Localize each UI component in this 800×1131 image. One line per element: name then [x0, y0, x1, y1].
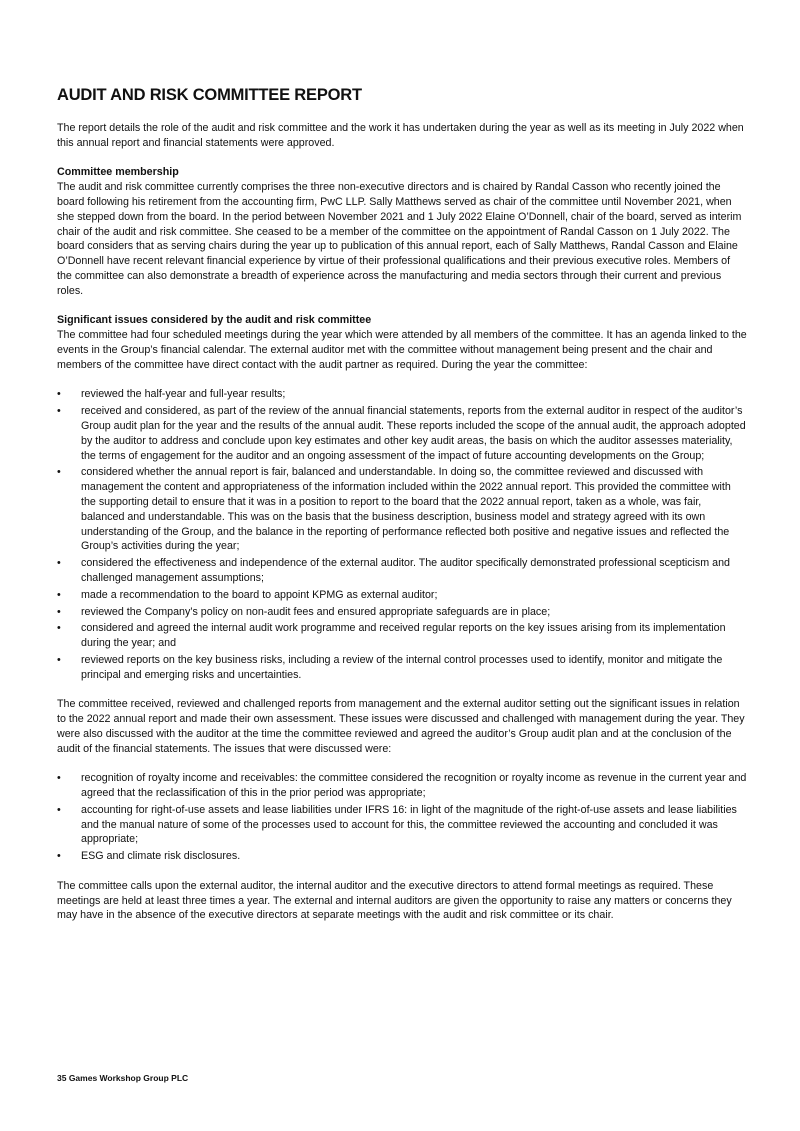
closing-paragraph: The committee calls upon the external auditor, the internal auditor and the executive directors to attend formal meetings as required. These meetings are held at least three times a year. The external and internal auditors are given the opportunity to raise any matters or concerns they may have in the absence of the executive directors at separate meetings with the audit and risk committee or its chair.	[57, 879, 732, 922]
significant-issues-paragraph: The committee had four scheduled meetings during the year which were attended by all members of the committee. It has an agenda linked to the events in the Group’s financial calendar. The external auditor met with the committee without management being present and the chair and members of the committee have direct contact with the audit partner as required. During the year the committee:	[57, 329, 747, 371]
list-item-text: considered and agreed the internal audit work programme and received regular reports on the key issues arising from its implementation during the year; and	[81, 622, 726, 650]
membership-heading: Committee membership	[57, 166, 179, 179]
intro-paragraph: The report details the role of the audit and risk committee and the work it has undertaken during the year as well as its meeting in July 2022 when this annual report and financial statements were approved.	[57, 122, 744, 149]
bullet-icon: •	[57, 803, 61, 816]
list-item	[57, 771, 747, 801]
report-body	[57, 121, 747, 938]
issues-paragraph: The committee received, reviewed and challenged reports from management and the external auditor setting out the significant issues in relation to the 2022 annual report and made their own assessment. These issues were discussed and challenged with management during the year. They were also discussed with the auditor at the time the committee reviewed and agreed the auditor’s Group audit plan and at the conclusion of the audit of the financial statements. The issues that were discussed were:	[57, 698, 745, 755]
bullet-icon: •	[57, 388, 61, 401]
bullet-icon: •	[57, 622, 61, 635]
list-item	[57, 404, 747, 463]
list-item	[57, 653, 747, 683]
page-footer: 35 Games Workshop Group PLC	[57, 1073, 189, 1083]
page-title: AUDIT AND RISK COMMITTEE REPORT	[57, 86, 362, 104]
list-item-text: received and considered, as part of the review of the annual financial statements, reports from the external auditor in respect of the auditor’s Group audit plan for the year and the results of the annual audit. These reports included the scope of the annual audit, the approach adopted by the auditor to address and conclude upon key estimates and other key audit areas, the basis on which the auditor assesses materiality, the terms of engagement for the auditor and an ongoing assessment of the impact of future accounting developments on the Group;	[81, 405, 746, 462]
list-item	[57, 556, 747, 586]
list-item-text: considered the effectiveness and independence of the external auditor. The auditor specifically demonstrated professional scepticism and challenged management assumptions;	[81, 557, 730, 584]
bullet-icon: •	[57, 605, 61, 618]
bullet-icon: •	[57, 772, 61, 785]
list-item-text: recognition of royalty income and receivables: the committee considered the recognition or royalty income as revenue in the current year and agreed that the reclassification of this in the prior period was appropriate;	[81, 772, 747, 800]
list-item-text: reviewed the Company’s policy on non-audit fees and ensured appropriate safeguards are in place;	[81, 605, 551, 618]
list-item	[57, 621, 747, 651]
list-item	[57, 849, 747, 864]
bullet-icon: •	[57, 850, 61, 863]
list-item	[57, 605, 747, 620]
list-item-text: considered whether the annual report is fair, balanced and understandable. In doing so, the committee reviewed and discussed with management the content and appropriateness of the information included within the 2022 annual report. This provided the committee with the supporting detail to ensure that it was in a position to report to the board that the 2022 annual report, taken as a whole, was fair, balanced and understandable. This was on the basis that the business description, business model and strategy agreed with its own understanding of the Group, and the balance in the reporting of performance reflected both positive and negative issues and reflected the Group’s activities during the year;	[81, 466, 731, 553]
list-item-text: accounting for right-of-use assets and lease liabilities under IFRS 16: in light of the magnitude of the right-of-use assets and lease liabilities and the manual nature of some of the processes used to account for this, the committee reviewed the accounting and concluded it was appropriate;	[81, 803, 737, 846]
membership-paragraph: The audit and risk committee currently comprises the three non-executive directors and is chaired by Randal Casson who recently joined the board following his retirement from the accounting firm, PwC LLP. Sally Matthews served as chair of the committee until November 2021, when she stepped down from the board. In the period between November 2021 and 1 July 2022 Elaine O’Donnell, chair of the board, served as interim chair of the audit and risk committee. She ceased to be a member of the committee on the appointment of Randal Casson on 1 July 2022. The board considers that as serving chairs during the year up to publication of this annual report, each of Sally Matthews, Randal Casson and Elaine O’Donnell have recent relevant financial experience by virtue of their professional qualifications and their previous executive roles. Members of the committee can also demonstrate a breadth of experience across the manufacturing and media sectors through their current and previous roles.	[57, 181, 742, 297]
bullet-icon: •	[57, 588, 61, 601]
issues-list	[57, 771, 747, 864]
list-item	[57, 465, 747, 554]
list-item	[57, 588, 747, 603]
list-item	[57, 803, 747, 847]
committee-activities-list	[57, 387, 747, 682]
list-item-text: reviewed the half-year and full-year results;	[81, 388, 286, 401]
list-item-text: reviewed reports on the key business risks, including a review of the internal control processes used to identify, monitor and mitigate the principal and emerging risks and uncertainties.	[81, 653, 723, 681]
list-item-text: made a recommendation to the board to appoint KPMG as external auditor;	[81, 588, 438, 601]
bullet-icon: •	[57, 653, 61, 666]
bullet-icon: •	[57, 405, 61, 418]
bullet-icon: •	[57, 557, 61, 570]
list-item	[57, 387, 747, 402]
list-item-text: ESG and climate risk disclosures.	[81, 850, 241, 863]
bullet-icon: •	[57, 466, 61, 479]
significant-issues-heading: Significant issues considered by the audit and risk committee	[57, 314, 372, 327]
